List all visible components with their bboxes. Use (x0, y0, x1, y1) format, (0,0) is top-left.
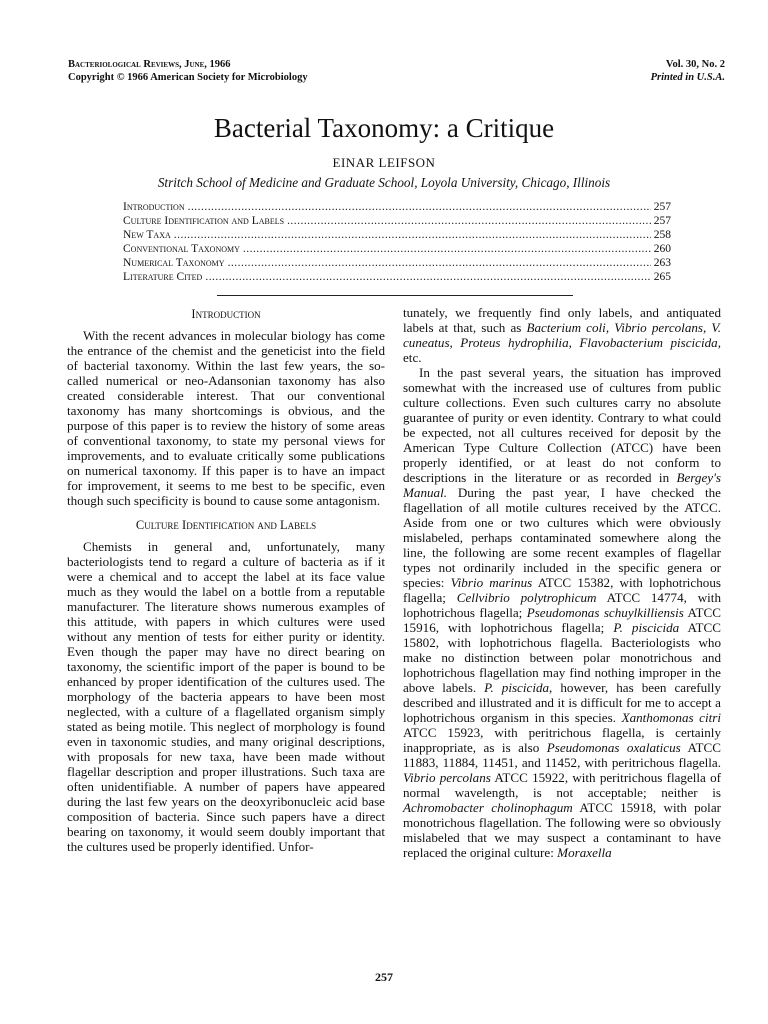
species-name: P. piscicida (613, 620, 680, 635)
running-header-right (651, 58, 725, 84)
body-text: etc. (403, 350, 422, 365)
volume-number: Vol. 30, No. 2 (665, 59, 725, 70)
species-name: Xanthomonas citri (621, 710, 721, 725)
toc-label: New Taxa (123, 229, 171, 241)
toc-label: Literature Cited (123, 271, 203, 283)
toc-page: 258 (653, 229, 671, 241)
printed-in-text: Printed in U.S.A. (650, 72, 725, 83)
toc-label: Conventional Taxonomy (123, 243, 240, 255)
right-column (403, 305, 721, 860)
body-text: During the past year, I have checked the flagellation of all motile cultures received by the ATCC. Aside from one or two cultures which were obviously mislabeled, perhaps contaminated somewhere along the line, the following are some recent examples of flagellar types not ordinarily included in the specific genera or species: (403, 485, 721, 590)
toc-label: Introduction (123, 201, 185, 213)
toc-entry[interactable] (123, 214, 671, 228)
body-text: ATCC 15382, with lophotrichous flagella; (403, 575, 721, 605)
toc-leader (205, 270, 650, 284)
toc-page: 257 (653, 215, 671, 227)
toc-page: 260 (653, 243, 671, 255)
toc-entry[interactable] (123, 200, 671, 214)
introduction-paragraph: With the recent advances in molecular biology has come the entrance of the chemist and the geneticist into the field of bacterial taxonomy. Within the last few years, the so-called numerical or neo-Adansonian taxonomy has also created considerable interest. That our conventional taxonomy has many shortcomings is obvious, and the purpose of this paper is to review the history of some areas of conventional taxonomy, to state my personal views for improvements, and to evaluate critically some publications on numerical taxonomy. If this paper is to have an impact for improvement, it seems to me best to be specific, even though such specificity is bound to cause some antagonism. (67, 328, 385, 508)
body-text: ATCC 15923, with peritrichous flagella, is certainly inappropriate, as is also (403, 725, 721, 755)
running-header-left (68, 58, 308, 84)
species-name: Pseudomonas oxalaticus (546, 740, 681, 755)
species-name: Pseudomonas schuylkilliensis (526, 605, 684, 620)
toc-label: Culture Identification and Labels (123, 215, 285, 227)
toc-entry[interactable] (123, 242, 671, 256)
body-text: ATCC 15802, with lophotrichous flagella. Bacteriologists who make no distinction between polar monotrichous and lophotrichous flagellation may find nothing improper in the above labels. (403, 620, 721, 695)
toc-leader (228, 256, 651, 270)
species-name: Achromobacter cholinophagum (403, 800, 573, 815)
toc-page: 263 (653, 257, 671, 269)
toc-entry[interactable] (123, 270, 671, 284)
species-name: Vibrio marinus (450, 575, 533, 590)
continuation-paragraph (403, 305, 721, 365)
toc-leader (174, 228, 651, 242)
toc-entry[interactable] (123, 228, 671, 242)
toc-leader (243, 242, 651, 256)
atcc-paragraph (403, 365, 721, 860)
culture-identification-paragraph: Chemists in general and, unfortunately, many bacteriologists tend to regard a culture of bacteria as if it were a chemical and to accept the label at its face value much as they would the label on a bottle from a reputable manufacturer. The literature shows numerous examples of this attitude, with papers in which cultures were used without any mention of tests for either purity or identity. Even though the paper may have no direct bearing on taxonomy, the scientific import of the paper is bound to be enhanced by proper identification of the cultures used. The morphology of the bacteria appears to have been most neglected, with a culture of a flagellated organism simply stated as being motile. This neglect of morphology is found even in taxonomic studies, and many original descriptions, with proposals for new taxa, have been made without flagellar description and proper illustrations. Such taxa are often unidentifiable. A number of papers have appeared during the last few years on the deoxyribonucleic acid base composition of bacteria. Since such papers have a direct bearing on taxonomy, it would seem doubly important that the cultures used be properly identified. Unfor- (67, 539, 385, 854)
table-of-contents (123, 200, 671, 284)
body-text: ATCC 11883, 11884, 11451, and 11452, with peritrichous flagella. (403, 740, 721, 770)
body-text: ATCC 14774, with lophotrichous flagella; (403, 590, 721, 620)
printed-in (651, 71, 725, 84)
toc-page: 257 (653, 201, 671, 213)
body-text: ATCC 15922, with peritrichous flagella of normal wavelength, is not acceptable; neither is (403, 770, 721, 800)
toc-leader (287, 214, 651, 228)
species-name: Moraxella (557, 845, 612, 860)
journal-citation (68, 58, 308, 71)
page-number: 257 (375, 970, 393, 984)
copyright-line: Copyright © 1966 American Society for Microbiology (68, 72, 308, 83)
left-column (67, 305, 385, 854)
author-name: EINAR LEIFSON (332, 155, 436, 170)
body-text: ATCC 15918, with polar monotrichous flagellation. The following were so obviously mislabeled that we may suspect a contaminant to have replaced the original culture: (403, 800, 721, 860)
body-text: however, has been carefully described and illustrated and it is difficult for me to accept a lophotrichous organism in this species. (403, 680, 721, 725)
toc-entry[interactable] (123, 256, 671, 270)
article-title: Bacterial Taxonomy: a Critique (213, 113, 555, 143)
toc-leader (188, 200, 651, 214)
toc-label: Numerical Taxonomy (123, 257, 225, 269)
body-text: ATCC 15916, with lophotrichous flagella; (403, 605, 721, 635)
author-affiliation: Stritch School of Medicine and Graduate School, Loyola University, Chicago, Illinois (157, 175, 611, 190)
species-name: Vibrio percolans (403, 770, 491, 785)
species-name: Cellvibrio polytrophicum (456, 590, 597, 605)
toc-page: 265 (653, 271, 671, 283)
introduction-heading: Introduction (191, 307, 261, 321)
body-text: In the past several years, the situation has improved somewhat with the increased use of cultures from public culture collections. Even such cultures carry no absolute guarantee of purity or even identity. Contrary to what could be expected, not all cultures received for deposit by the American Type Culture Collection (ATCC) have been properly identified, or at least do not conform to descriptions in the literature or as recorded in (403, 365, 721, 485)
body-text: tunately, we frequently find only labels, and antiquated labels at that, such as (403, 305, 721, 335)
section-divider (217, 295, 573, 296)
journal-name: Bacteriological Reviews, June, 1966 (68, 59, 231, 70)
species-names: Bacterium coli, Vibrio percolans, V. cuneatus, Proteus hydrophilia, Flavobacterium piscicida, (403, 320, 721, 350)
book-title: Bergey's Manual. (403, 470, 721, 500)
culture-identification-heading: Culture Identification and Labels (135, 518, 317, 532)
species-name: P. piscicida, (484, 680, 553, 695)
